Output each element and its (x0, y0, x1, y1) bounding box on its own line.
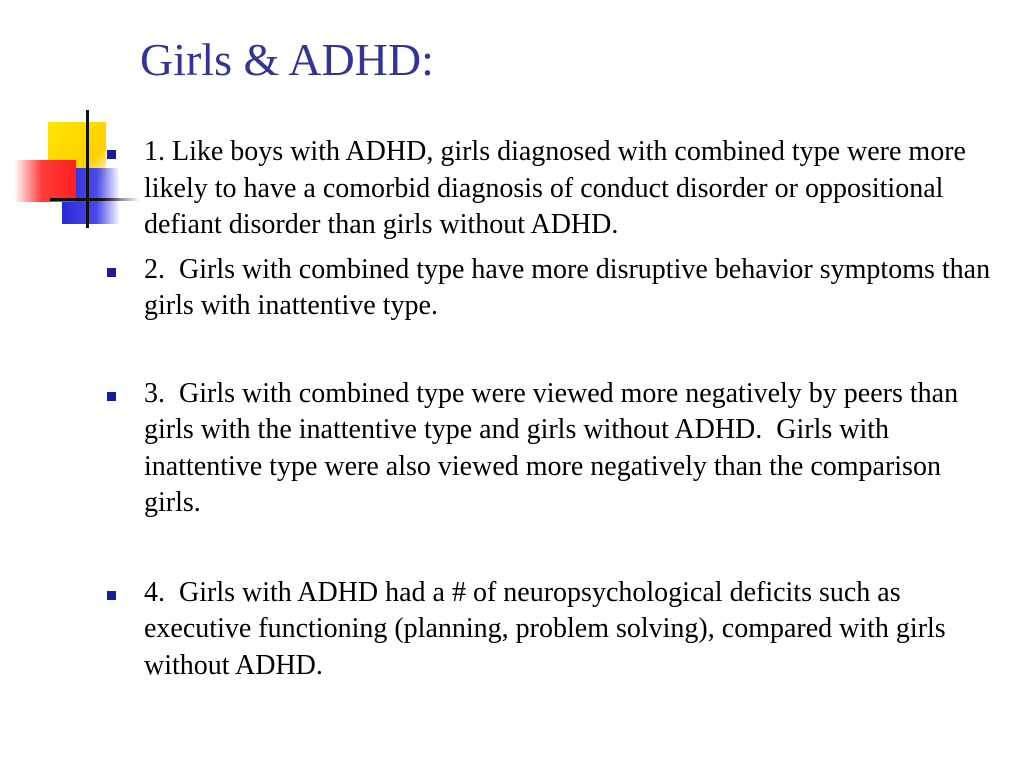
vertical-line-shape (86, 110, 89, 228)
slide-title: Girls & ADHD: (140, 34, 434, 85)
bullet-list (104, 134, 1004, 684)
bullet-item (104, 134, 1004, 244)
square-bullet-icon (107, 150, 116, 159)
square-bullet-icon (107, 268, 116, 277)
square-bullet-icon (107, 392, 116, 401)
bullet-item (104, 376, 1004, 522)
red-bar-shape (14, 160, 76, 202)
bullet-text: 3. Girls with combined type were viewed more negatively by peers than girls with the inattentive type and girls without ADHD. Girls with inattentive type were also viewed more negatively than the comparison girls. (144, 377, 966, 518)
square-bullet-icon (107, 591, 116, 600)
bullet-text: 2. Girls with combined type have more disruptive behavior symptoms than girls with inattentive type. (144, 253, 998, 321)
bullet-text: 1. Like boys with ADHD, girls diagnosed with combined type were more likely to have a comorbid diagnosis of conduct disorder or oppositional defiant disorder than girls without ADHD. (144, 136, 973, 240)
bullet-item (104, 575, 1004, 685)
bullet-text: 4. Girls with ADHD had a # of neuropsychological deficits such as executive functioning (planning, problem solving), compared with girls without ADHD. (144, 576, 953, 681)
bullet-item (104, 252, 1004, 325)
